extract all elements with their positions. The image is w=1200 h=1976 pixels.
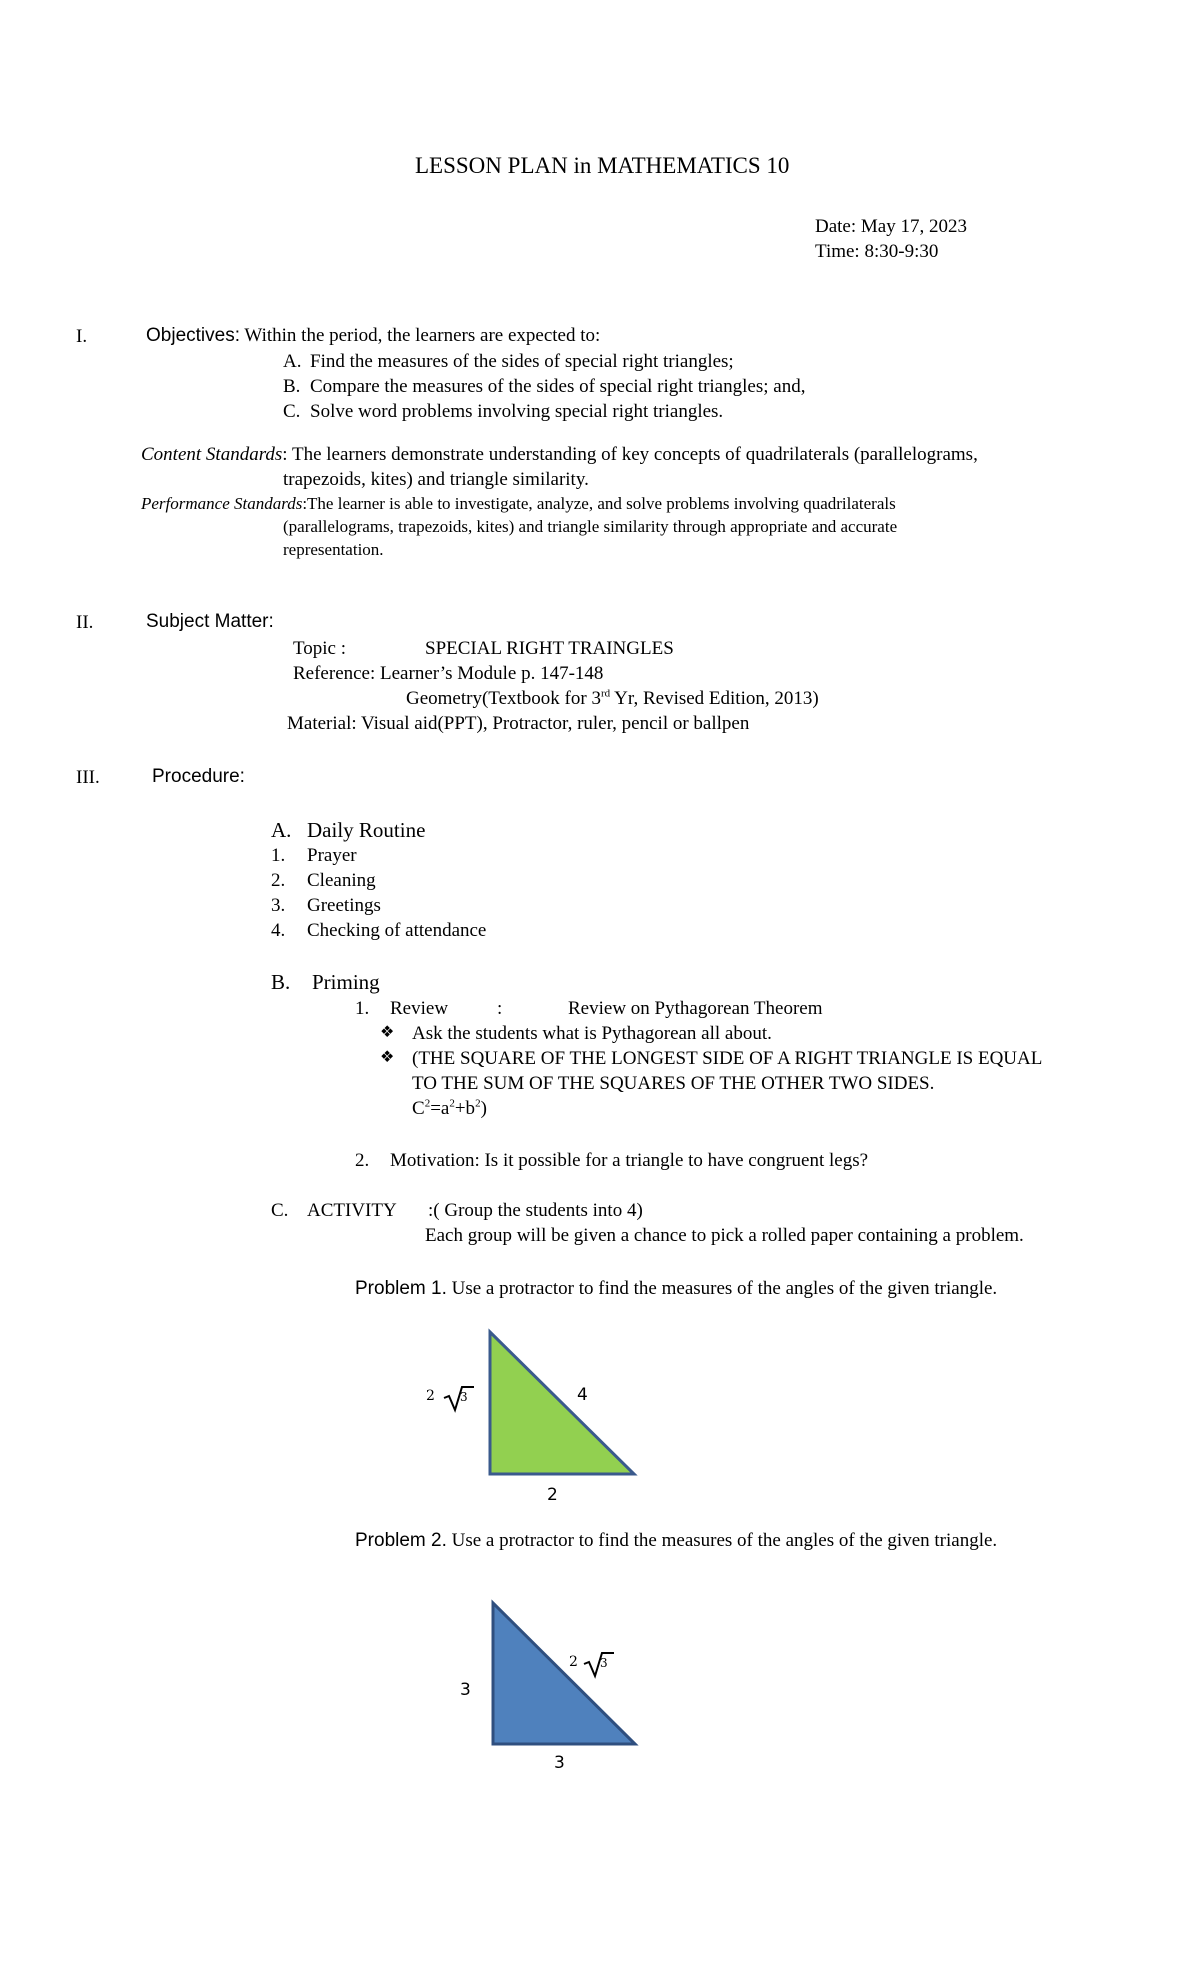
reference-line: Reference: Learner’s Module p. 147-148 — [293, 663, 604, 684]
tri2-left-label: 3 — [460, 1680, 471, 1700]
tri2-base-label: 3 — [554, 1753, 565, 1773]
performance-standards-text: :The learner is able to investigate, analyze, and solve problems involving quadrilaterals — [302, 494, 896, 513]
activity-title: ACTIVITY — [307, 1200, 397, 1221]
content-standards-line2: trapezoids, kites) and triangle similarity. — [283, 469, 589, 490]
tri1-left-coef: 2 — [426, 1388, 435, 1404]
objective-letter: B. — [283, 376, 301, 397]
daily-routine-letter: A. — [271, 818, 292, 842]
tri1-base-label: 2 — [547, 1485, 558, 1505]
formula-close: ) — [480, 1098, 487, 1119]
motivation-line: Motivation: Is it possible for a triangle to have congruent legs? — [390, 1150, 869, 1171]
geometry-superscript: rd — [600, 687, 611, 700]
activity-instruction: Each group will be given a chance to pick a rolled paper containing a problem. — [425, 1225, 1024, 1246]
tri2-hyp-coef: 2 — [569, 1654, 578, 1670]
activity-letter: C. — [271, 1200, 289, 1221]
problem-2 — [355, 1530, 997, 1552]
formula-exp: 2 — [449, 1097, 455, 1110]
routine-num: 1. — [271, 845, 286, 866]
formula-exp: 2 — [475, 1097, 481, 1110]
routine-item: Greetings — [307, 895, 381, 916]
formula-b: +b — [454, 1098, 476, 1119]
bullet-diamond-icon: ❖ — [380, 1047, 395, 1066]
formula-a: =a — [430, 1098, 450, 1119]
routine-item: Checking of attendance — [307, 920, 487, 941]
priming-bullet: (THE SQUARE OF THE LONGEST SIDE OF A RIGHT TRIANGLE IS EQUAL — [412, 1048, 1043, 1069]
performance-standards-label: Performance Standards — [141, 494, 303, 513]
routine-item: Cleaning — [307, 870, 376, 891]
procedure-heading: Procedure: — [152, 766, 245, 787]
review-colon: : — [497, 998, 503, 1019]
routine-num: 2. — [271, 870, 286, 891]
daily-routine-title: Daily Routine — [307, 818, 426, 842]
problem-label: Problem 1. — [355, 1278, 447, 1299]
priming-title: Priming — [312, 970, 380, 994]
material-line: Material: Visual aid(PPT), Protractor, ruler, pencil or ballpen — [287, 713, 750, 734]
review-num: 1. — [355, 998, 370, 1019]
tri1-hyp-label: 4 — [577, 1385, 588, 1405]
section-numeral-subject: II. — [76, 612, 94, 633]
tri1-left-radicand: 3 — [460, 1390, 468, 1404]
objective-item: Find the measures of the sides of special right triangles; — [310, 351, 734, 372]
geometry-text: Geometry(Textbook for 3 — [406, 688, 601, 709]
routine-item: Prayer — [307, 845, 357, 866]
routine-num: 4. — [271, 920, 286, 941]
activity-note: :( Group the students into 4) — [428, 1200, 643, 1221]
tri2-hyp-radicand: 3 — [600, 1656, 608, 1670]
topic-label: Topic : — [293, 638, 347, 659]
formula-exp: 2 — [424, 1097, 431, 1110]
problem-label: Problem 2. — [355, 1530, 447, 1551]
content-standards-text: : The learners demonstrate understanding of key concepts of quadrilaterals (parallelograms, — [282, 444, 978, 465]
date-line: Date: May 17, 2023 — [815, 216, 967, 237]
objective-item: Compare the measures of the sides of special right triangles; and, — [310, 376, 806, 397]
performance-standards-line2: (parallelograms, trapezoids, kites) and triangle similarity through appropriate and accurate — [283, 517, 898, 536]
problem-text: Use a protractor to find the measures of the angles of the given triangle. — [451, 1278, 998, 1299]
objectives-intro: Within the period, the learners are expected to: — [244, 325, 601, 346]
objective-letter: C. — [283, 401, 301, 422]
review-value: Review on Pythagorean Theorem — [568, 998, 823, 1019]
problem-text: Use a protractor to find the measures of the angles of the given triangle. — [451, 1530, 998, 1551]
motivation-num: 2. — [355, 1150, 370, 1171]
formula-c: C — [412, 1098, 425, 1119]
sqrt-icon — [584, 1653, 614, 1676]
priming-letter: B. — [271, 970, 291, 994]
topic-value: SPECIAL RIGHT TRAINGLES — [425, 638, 674, 659]
geometry-text-end: Yr, Revised Edition, 2013) — [610, 688, 819, 709]
review-label: Review — [390, 998, 449, 1019]
triangle-1-shape — [490, 1332, 634, 1474]
routine-num: 3. — [271, 895, 286, 916]
subject-matter-heading: Subject Matter: — [146, 611, 274, 632]
objective-letter: A. — [283, 351, 302, 372]
content-standards-label: Content Standards — [141, 444, 283, 465]
triangle-2-shape — [493, 1603, 635, 1744]
performance-standards-line3: representation. — [283, 540, 384, 559]
sqrt-icon — [444, 1387, 474, 1410]
objectives-heading: Objectives: — [146, 325, 240, 346]
section-numeral-procedure: III. — [76, 767, 100, 788]
priming-bullet-cont: TO THE SUM OF THE SQUARES OF THE OTHER TWO SIDES. — [412, 1073, 935, 1094]
bullet-diamond-icon: ❖ — [380, 1022, 395, 1041]
objective-item: Solve word problems involving special right triangles. — [310, 401, 724, 422]
section-numeral-objectives: I. — [76, 326, 88, 347]
time-line: Time: 8:30-9:30 — [815, 241, 939, 262]
page-title: LESSON PLAN in MATHEMATICS 10 — [415, 153, 790, 178]
priming-bullet: Ask the students what is Pythagorean all about. — [412, 1023, 772, 1044]
